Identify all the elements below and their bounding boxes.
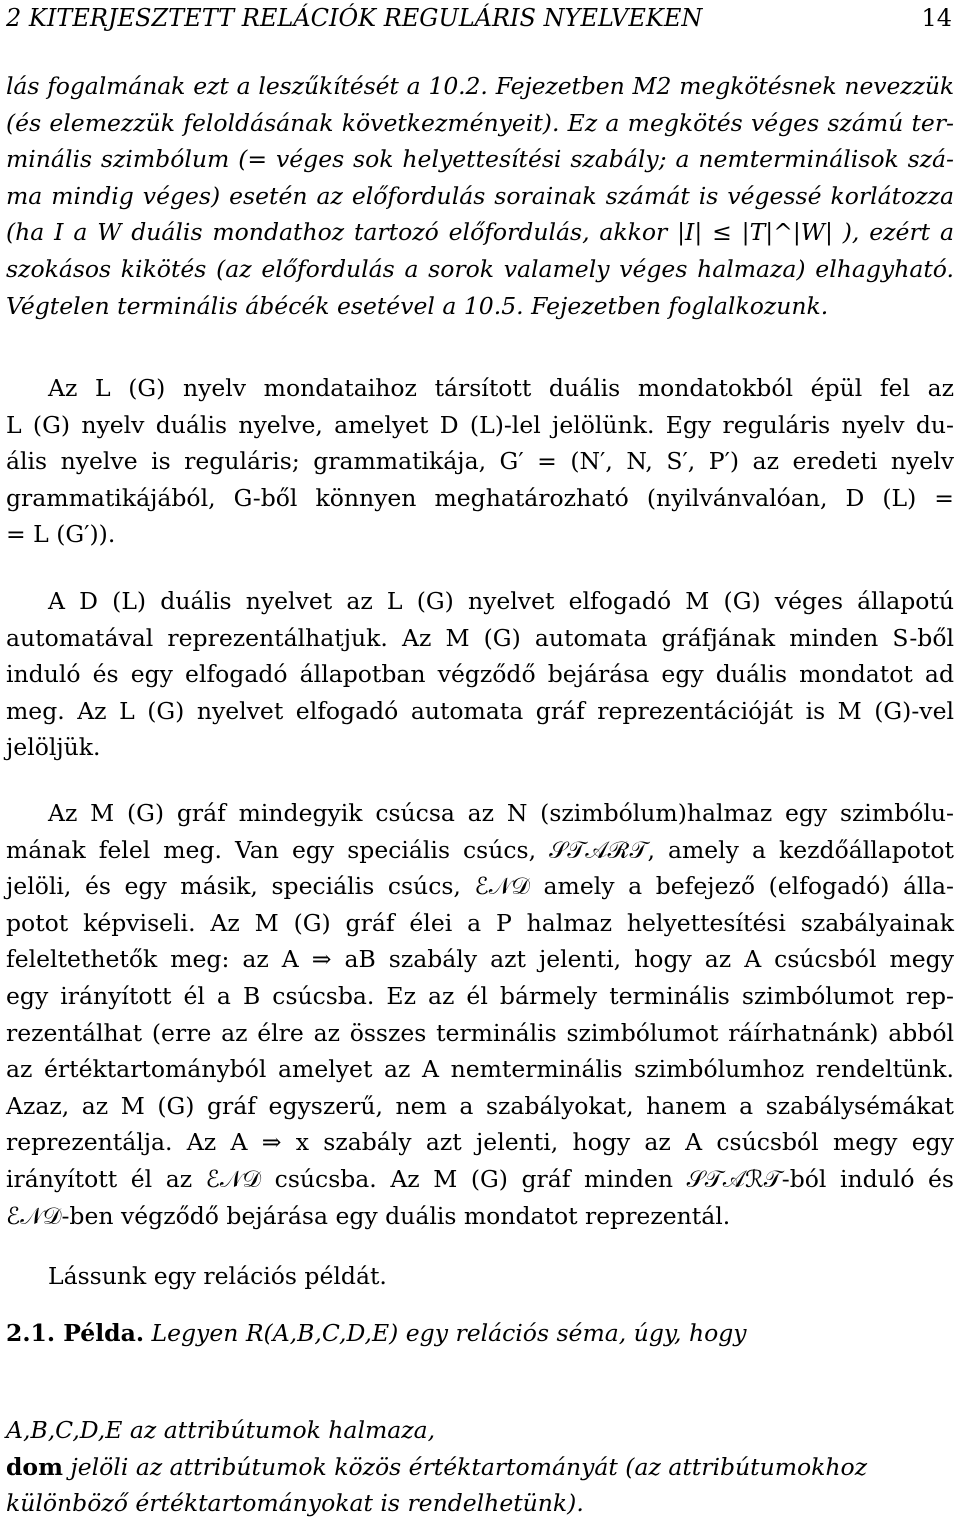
dom-keyword: dom bbox=[6, 1452, 63, 1481]
text-line: reprezentálja. Az A ⇒ x szabály azt jelenti, hogy az A csúcsból megy egy bbox=[6, 1128, 954, 1157]
text-line: potot képviseli. Az M (G) gráf élei a P halmaz helyettesítési szabályainak bbox=[6, 908, 954, 937]
text-line bbox=[6, 1449, 954, 1486]
text-line: az értéktartományból amelyet az A nemterminális szimbólumhoz rendeltünk. bbox=[6, 1055, 954, 1084]
text-line: Lássunk egy relációs példát. bbox=[48, 1262, 387, 1290]
text-line: Az L (G) nyelv mondataihoz társított duális mondatokból épül fel az bbox=[48, 374, 954, 402]
running-header bbox=[6, 4, 952, 40]
paragraph-3 bbox=[6, 583, 954, 766]
chapter-title: 2 KITERJESZTETT RELÁCIÓK REGULÁRIS NYELVEKEN bbox=[6, 4, 703, 32]
text-line: ℰ𝒩𝒟-ben végződő bejárása egy duális mondatot reprezentál. bbox=[6, 1201, 731, 1230]
example-heading bbox=[6, 1315, 954, 1352]
text-line: (és elemezzük feloldásának következményeit). Ez a megkötés véges számú ter- bbox=[6, 108, 954, 137]
paragraph-5 bbox=[6, 1258, 954, 1295]
example-text: Legyen R(A,B,C,D,E) egy relációs séma, úgy, hogy bbox=[151, 1319, 747, 1347]
text-line: Az M (G) gráf mindegyik csúcsa az N (szimbólum)halmaz egy szimbólu- bbox=[48, 799, 954, 827]
paragraph-6 bbox=[6, 1412, 954, 1522]
text-line: A,B,C,D,E az attribútumok halmaza, bbox=[6, 1416, 436, 1444]
text-line: Végtelen terminális ábécék esetével a 10.5. Fejezetben foglalkozunk. bbox=[6, 291, 829, 320]
text-fragment: jelöli az attribútumok közös értéktartományát (az attribútumokhoz bbox=[62, 1452, 868, 1481]
text-line: = L (G′)). bbox=[6, 520, 116, 549]
page-number: 14 bbox=[921, 4, 952, 32]
text-line: grammatikájából, G-ből könnyen meghatározható (nyilvánvalóan, D (L) = bbox=[6, 483, 954, 512]
text-line: meg. Az L (G) nyelvet elfogadó automata gráf reprezentációját is M (G)-vel bbox=[6, 696, 954, 725]
text-line: ma mindig véges) esetén az előfordulás sorainak számát is végessé korlátozza bbox=[6, 181, 954, 210]
text-line: mának felel meg. Van egy speciális csúcs, 𝒮𝒯𝒜ℛ𝒯, amely a kezdőállapotot bbox=[6, 835, 954, 864]
text-line: automatával reprezentálhatjuk. Az M (G) automata gráfjának minden S-ből bbox=[6, 623, 954, 652]
paragraph-4 bbox=[6, 795, 954, 1234]
example-label: 2.1. Példa. bbox=[6, 1319, 145, 1347]
text-line bbox=[6, 1315, 954, 1352]
text-line: minális szimbólum (= véges sok helyettesítési szabály; a nemterminálisok szá- bbox=[6, 145, 954, 174]
text-line: jelöljük. bbox=[6, 733, 101, 762]
text-line: A D (L) duális nyelvet az L (G) nyelvet elfogadó M (G) véges állapotú bbox=[48, 587, 954, 615]
text-line: rezentálhat (erre az élre az összes terminális szimbólumot ráírhatnánk) abból bbox=[6, 1018, 954, 1047]
text-line: (ha I a W duális mondathoz tartozó előfordulás, akkor |I| ≤ |T|^|W| ), ezért a bbox=[6, 218, 954, 247]
text-line: L (G) nyelv duális nyelve, amelyet D (L)-lel jelölünk. Egy reguláris nyelv du- bbox=[6, 410, 954, 439]
paragraph-2 bbox=[6, 370, 954, 553]
text-line: Azaz, az M (G) gráf egyszerű, nem a szabályokat, hanem a szabálysémákat bbox=[6, 1091, 954, 1120]
text-line: induló és egy elfogadó állapotban végződő bejárása egy duális mondatot ad bbox=[6, 660, 954, 689]
text-line: egy irányított él a B csúcsba. Ez az él bármely terminális szimbólumot rep- bbox=[6, 981, 954, 1010]
text-line: szokásos kikötés (az előfordulás a sorok valamely véges halmaza) elhagyható. bbox=[6, 254, 954, 283]
paragraph-1 bbox=[6, 68, 954, 324]
text-line: irányított él az ℰ𝒩𝒟 csúcsba. Az M (G) gráf minden 𝒮𝒯𝒜ℛ𝒯-ból induló és bbox=[6, 1164, 954, 1193]
text-line: feleltethetők meg: az A ⇒ aB szabály azt jelenti, hogy az A csúcsból megy bbox=[6, 945, 954, 974]
text-line: ális nyelve is reguláris; grammatikája, G′ = (N′, N, S′, P′) az eredeti nyelv bbox=[6, 447, 954, 476]
text-line: jelöli, és egy másik, speciális csúcs, ℰ𝒩𝒟 amely a befejező (elfogadó) álla- bbox=[6, 872, 954, 901]
text-line: lás fogalmának ezt a leszűkítését a 10.2. Fejezetben M2 megkötésnek nevezzük bbox=[6, 72, 954, 100]
text-line: különböző értéktartományokat is rendelhetünk). bbox=[6, 1489, 584, 1518]
